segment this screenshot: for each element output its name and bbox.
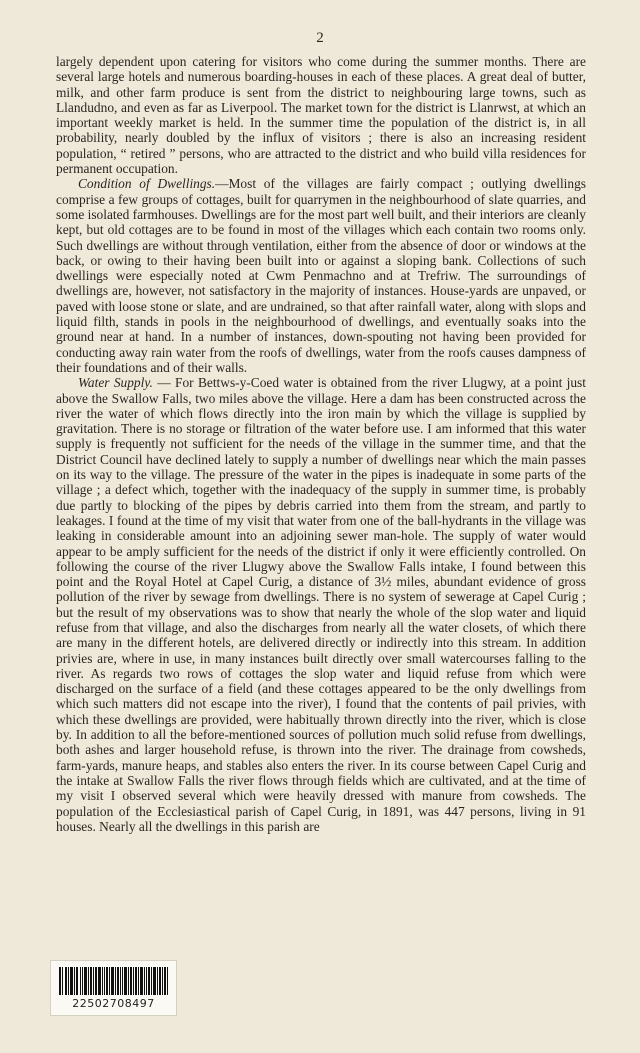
- paragraph-text: largely dependent upon catering for visitors who come during the summer months. There are several large hotels and numerous boarding-houses in each of these places. A great deal of butter, milk, and other farm produce is sent from the district to neighbouring large towns, such as Llandudno, and even as far as Liverpool. The market town for the district is Llanrwst, at which an important weekly market is held. In the summer time the population of the district is, in all probability, nearly doubled by the influx of visitors ; there is also an increasing resident population, “ retired ” persons, who are attracted to the district and who build villa residences for permanent occupation.: [56, 54, 586, 177]
- barcode-bars-icon: [59, 967, 168, 995]
- paragraph: [56, 176, 586, 375]
- body-text: [56, 54, 586, 834]
- barcode-number: 22502708497: [72, 997, 155, 1010]
- paragraph-text: — For Bettws-y-Coed water is obtained from the river Llugwy, at a point just above the Swallow Falls, two miles above the village. Here a dam has been constructed across the river the water of which flows directly into the iron main by which the village is supplied by gravitation. There is no storage or filtration of the water before use. I am informed that this water supply is frequently not sufficient for the needs of the village in the summer time, and that the District Council have declined lately to supply a number of dwellings near which the main passes on its way to the village. The pressure of the water in the pipes is inadequate in some parts of the village ; a defect which, together with the inadequacy of the supply in summer time, is probably due partly to blocking of the pipes by debris carried into them from the stream, and partly to leakages. I found at the time of my visit that water from one of the ball-hydrants in the village was leaking in considerable amount into an adjoining sewer man-hole. The supply of water would appear to be amply sufficient for the needs of the district if only it were efficiently controlled. On following the course of the river Llugwy above the Swallow Falls intake, I found between this point and the Royal Hotel at Capel Curig, a distance of 3½ miles, abundant evidence of gross pollution of the river by sewage from dwellings. There is no system of sewerage at Capel Curig ; but the result of my observations was to show that nearly the whole of the slop water and liquid refuse from that village, and also the discharges from nearly all the water closets, of which there are many in the different hotels, are delivered directly or indirectly into this stream. In addition privies are, where in use, in many instances built directly over small watercourses falling to the river. As regards two rows of cottages the slop water and liquid refuse from which were discharged on the surface of a field (and these cottages appeared to be the only dwellings from which such matters did not escape into the river), I found that the contents of pail privies, with which these dwellings are provided, were habitually thrown directly into the river, which is close by. In addition to all the before-mentioned sources of pollution much solid refuse from dwellings, both ashes and larger household refuse, is thrown into the river. The drainage from cowsheds, farm-yards, manure heaps, and stables also enters the river. In its course between Capel Curig and the intake at Swallow Falls the river flows through fields which are cultivated, and at the time of my visit I observed several which were heavily dressed with manure from cowsheds. The population of the Ecclesiastical parish of Capel Curig, in 1891, was 447 persons, living in 91 houses. Nearly all the dwellings in this parish are: [56, 375, 586, 834]
- paragraph-heading: Condition of Dwellings.: [78, 176, 216, 192]
- page-number: 2: [316, 30, 324, 46]
- paragraph-heading: Water Supply.: [78, 375, 153, 391]
- paragraph-text: —Most of the villages are fairly compact ; outlying dwellings comprise a few groups of cottages, built for quarrymen in the neighbourhood of slate quarries, and some isolated farmhouses. Dwellings are for the most part well built, and their interiors are cleanly kept, but old cottages are to be found in most of the villages which each contain two rooms only. Such dwellings are without through ventilation, either from the absence of door or windows at the back, or owing to their having been built into or against a sloping bank. Collections of such dwellings were especially noted at Cwm Penmachno and at Trefriw. The surroundings of dwellings are, however, not satisfactory in the majority of instances. House-yards are unpaved, or paved with loose stone or slate, and are undrained, so that after rainfall water, along with slops and liquid filth, stands in pools in the neighbourhood of dwellings, and eventually soaks into the ground near at hand. In a number of instances, down-spouting not having been provided for conducting away rain water from the roofs of dwellings, water from the roofs causes dampness of their foundations and of their walls.: [56, 176, 586, 375]
- library-barcode: [50, 960, 177, 1016]
- paragraph: [56, 54, 586, 176]
- paragraph: [56, 375, 586, 834]
